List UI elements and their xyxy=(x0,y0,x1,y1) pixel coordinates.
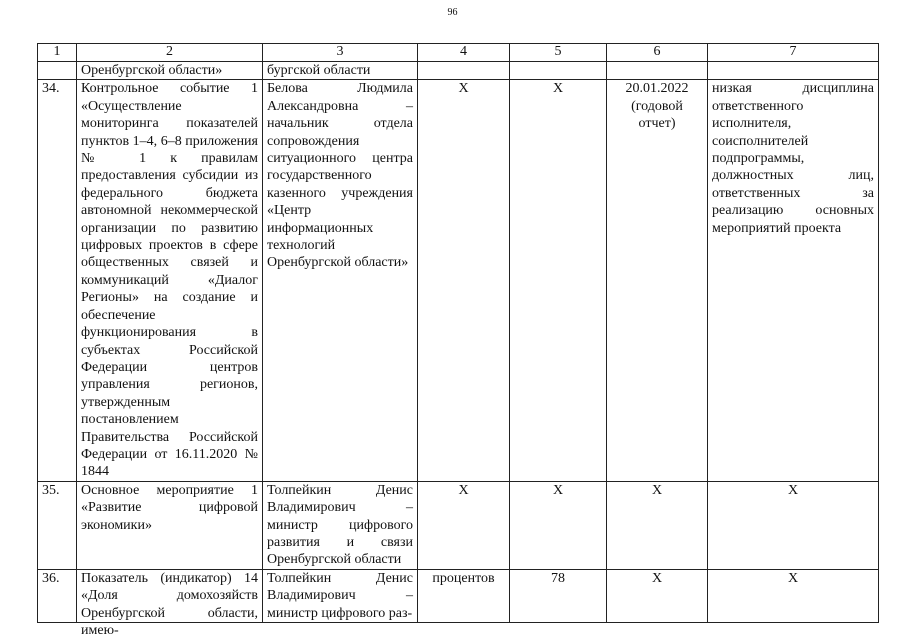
continuation-risk xyxy=(708,62,879,80)
row-name xyxy=(77,569,263,638)
document-table xyxy=(37,43,879,638)
continuation-row xyxy=(38,62,879,80)
header-col-3: 3 xyxy=(263,44,418,62)
row-date: X xyxy=(607,569,708,622)
continuation-name: Оренбургской области» xyxy=(77,62,263,80)
header-col-5: 5 xyxy=(510,44,607,62)
row-name: Основное мероприятие 1 «Развитие цифровой экономики» xyxy=(77,481,263,569)
row-unit: X xyxy=(418,481,510,569)
header-col-4: 4 xyxy=(418,44,510,62)
row-value: X xyxy=(510,80,607,481)
row-responsible xyxy=(263,569,418,622)
row-responsible-text: Толпейкин Денис Владимирович – министр цифрового раз- xyxy=(267,570,413,621)
header-col-2: 2 xyxy=(77,44,263,62)
header-col-6: 6 xyxy=(607,44,708,62)
row-name: Контрольное событие 1 «Осуществление мониторинга показателей пунктов 1–4, 6–8 приложения № 1 к правилам предоставления субсидии из федерального бюджета автономной некоммерческой организации по развитию цифровых проектов в сфере общественных связей и коммуникаций «Диалог Регионы» на создание и обеспечение функционирования в субъектах Российской Федерации центров управления регионов, утвержденным постановлением Правительства Российской Федерации от 16.11.2020 № 1844 xyxy=(77,80,263,481)
continuation-date xyxy=(607,62,708,80)
table-row xyxy=(38,80,879,481)
continuation-num xyxy=(38,62,77,80)
row-date: 20.01.2022 (годовой отчет) xyxy=(607,80,708,481)
row-unit: процентов xyxy=(418,569,510,622)
row-risk: X xyxy=(708,481,879,569)
row-value: X xyxy=(510,481,607,569)
table-row xyxy=(38,481,879,569)
row-unit: X xyxy=(418,80,510,481)
continuation-unit xyxy=(418,62,510,80)
table-row xyxy=(38,569,879,622)
header-col-1: 1 xyxy=(38,44,77,62)
row-number: 35. xyxy=(38,481,77,569)
row-name-text: Показатель (индикатор) 14 «Доля домохозяйств Оренбургской области, имею- xyxy=(81,570,258,638)
row-responsible: Белова Людмила Александровна – начальник отдела сопровождения ситуационного центра государственного казенного учреждения «Центр информационных технологий Оренбургской области» xyxy=(263,80,418,481)
header-col-7: 7 xyxy=(708,44,879,62)
row-responsible: Толпейкин Денис Владимирович – министр цифрового развития и связи Оренбургской области xyxy=(263,481,418,569)
row-risk: низкая дисциплина ответственного исполнителя, соисполнителей подпрограммы, должностных лиц, ответственных за реализацию основных мероприятий проекта xyxy=(708,80,879,481)
row-number: 36. xyxy=(38,569,77,622)
row-value: 78 xyxy=(510,569,607,622)
row-date: X xyxy=(607,481,708,569)
header-row xyxy=(38,44,879,62)
continuation-value xyxy=(510,62,607,80)
continuation-responsible: бургской области xyxy=(263,62,418,80)
page-number: 96 xyxy=(447,7,458,18)
row-number: 34. xyxy=(38,80,77,481)
row-risk: X xyxy=(708,569,879,622)
